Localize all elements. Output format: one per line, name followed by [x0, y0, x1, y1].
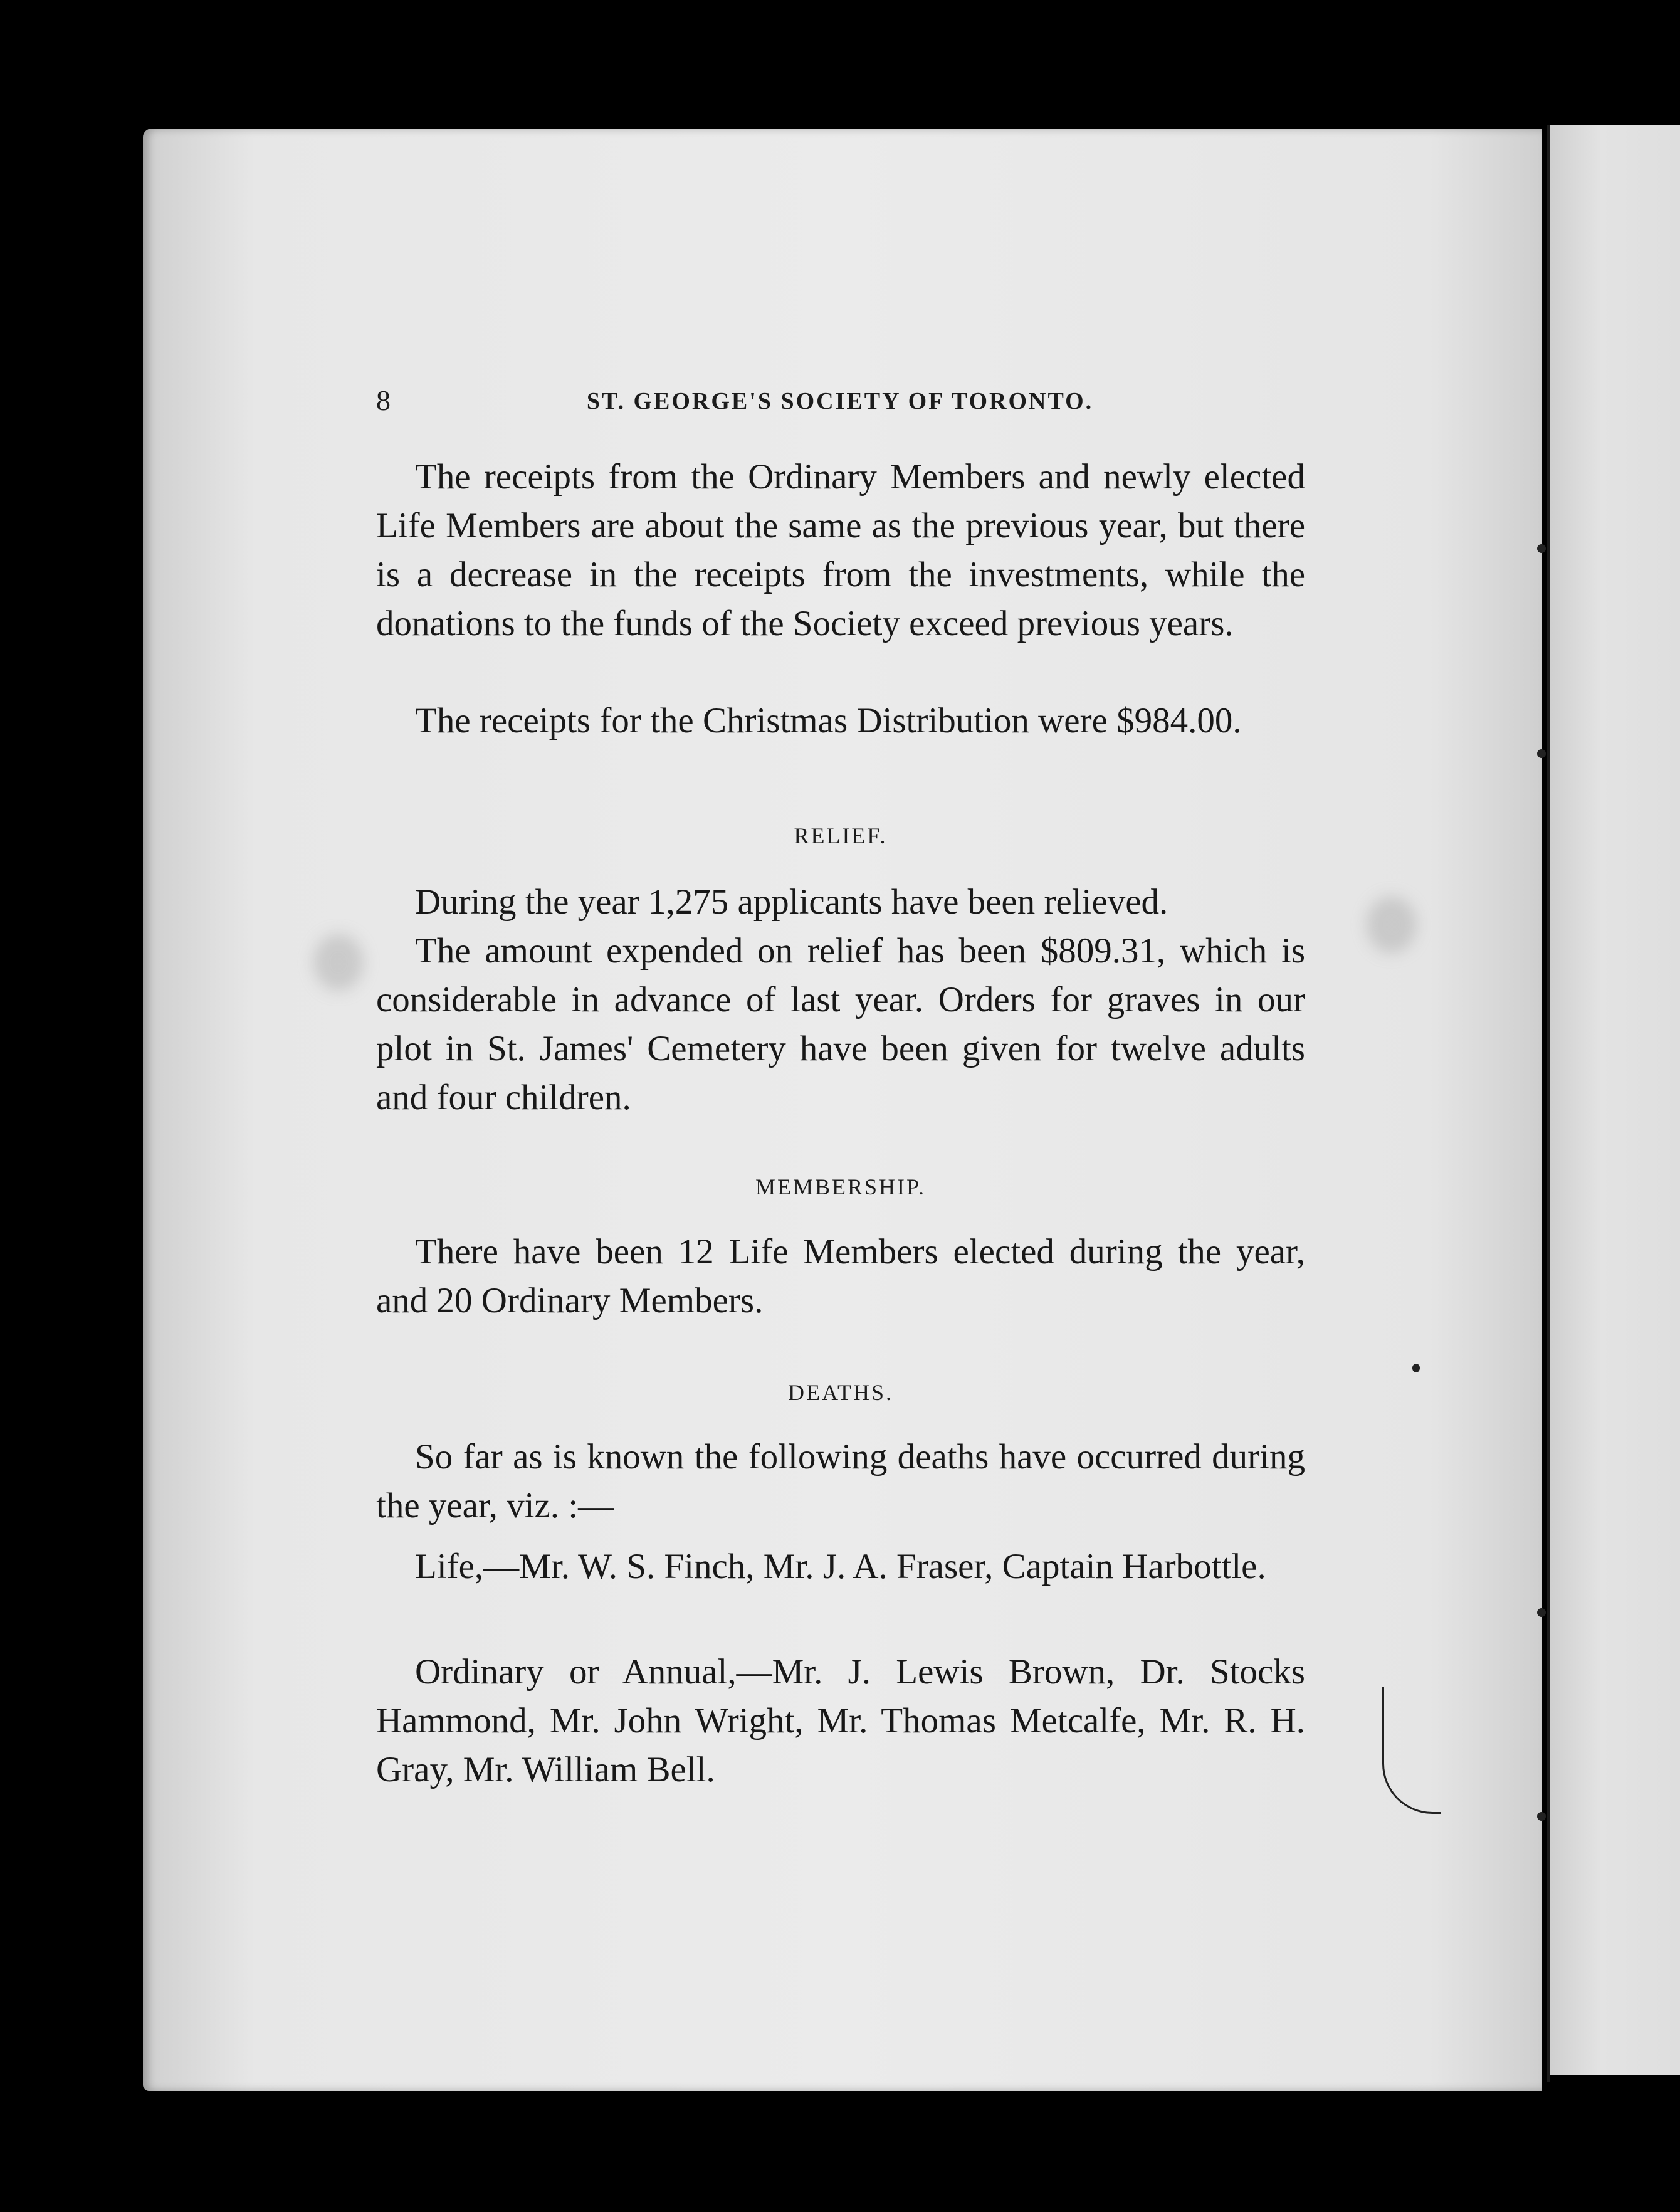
running-header: ST. GEORGE'S SOCIETY OF TORONTO. — [586, 388, 1094, 414]
membership-paragraph-1: There have been 12 Life Members elected during the year, and 20 Ordinary Members. — [376, 1232, 1305, 1320]
relief-paragraph-1: During the year 1,275 applicants have been relieved. — [415, 882, 1168, 922]
ink-speck — [1537, 1608, 1546, 1617]
intro-paragraph-2: The receipts for the Christmas Distribution were $984.00. — [415, 701, 1242, 740]
ink-speck — [1537, 544, 1546, 553]
page-smudge — [313, 934, 364, 991]
deaths-paragraph-1: So far as is known the following deaths have occurred during the year, viz. :— — [376, 1437, 1305, 1525]
relief-paragraph-2: The amount expended on relief has been $809.31, which is considerable in advance of last year. Orders for graves in our plot in St. James' Cemetery have been given for twelve adults and four children. — [376, 931, 1305, 1117]
page-smudge — [1367, 897, 1417, 953]
intro-paragraph-1: The receipts from the Ordinary Members and newly elected Life Members are about the same as the previous year, but there is a decrease in the receipts from the investments, while the donations to the funds of the Society exceed previous years. — [376, 457, 1305, 643]
section-heading-membership: MEMBERSHIP. — [755, 1174, 927, 1199]
ink-speck — [1412, 1364, 1420, 1372]
deaths-paragraph-3: Ordinary or Annual,—Mr. J. Lewis Brown, Dr. Stocks Hammond, Mr. John Wright, Mr. Thomas Metcalfe, Mr. R. H. Gray, Mr. William Bell. — [376, 1652, 1305, 1789]
page-gutter-line — [1547, 125, 1550, 2082]
deaths-paragraph-2: Life,—Mr. W. S. Finch, Mr. J. A. Fraser, Captain Harbottle. — [415, 1547, 1266, 1586]
ink-speck — [1537, 749, 1546, 758]
facing-page-edge — [1548, 125, 1680, 2075]
section-heading-relief: RELIEF. — [794, 823, 888, 848]
page-number: 8 — [376, 384, 391, 416]
section-heading-deaths: DEATHS. — [787, 1380, 893, 1405]
ink-speck — [1537, 1812, 1546, 1821]
